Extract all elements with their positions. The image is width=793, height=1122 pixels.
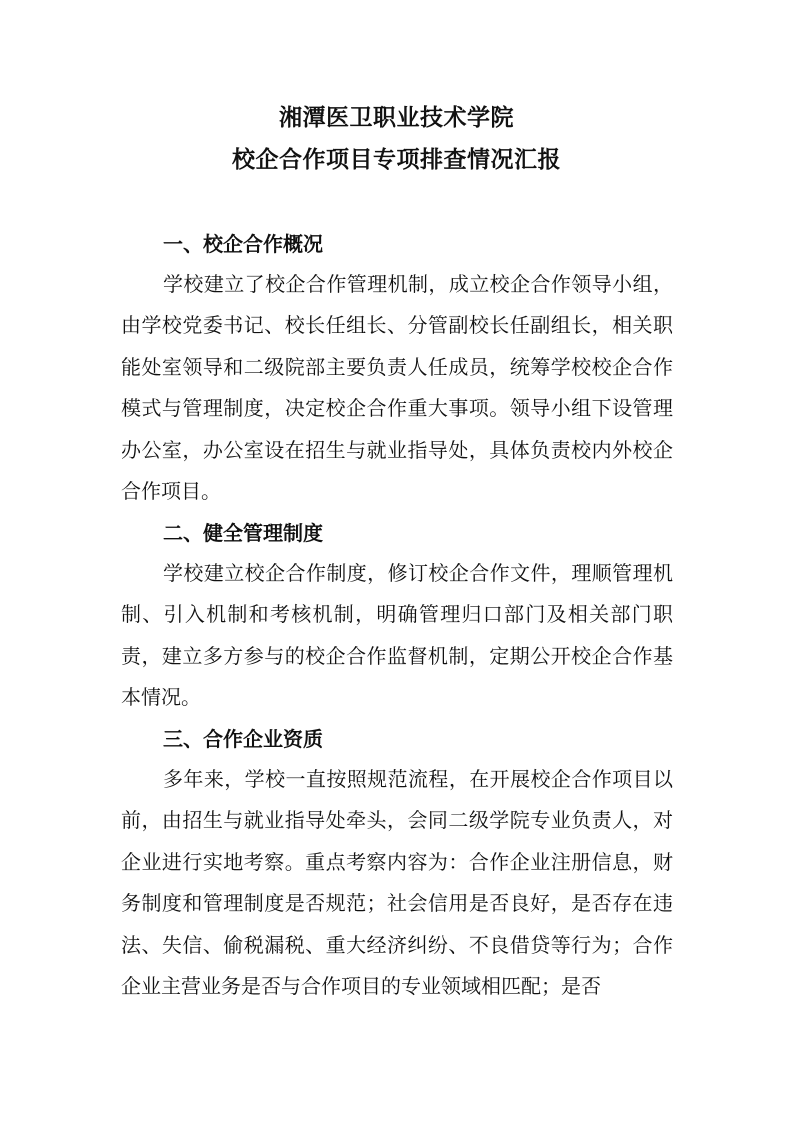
section-heading-enterprise-qualification: 三、合作企业资质 [163,727,323,751]
section-heading-management-system: 二、健全管理制度 [163,521,323,545]
document-title-institution: 湘潭医卫职业技术学院 [279,104,514,131]
section-heading-overview: 一、校企合作概况 [163,232,323,256]
section-body-enterprise-qualification: 多年来，学校一直按照规范流程，在开展校企合作项目以前，由招生与就业指导处牵头，会同二级学院专业负责人，对企业进行实地考察。重点考察内容为：合作企业注册信息，财务制度和管理制度是否规范；社会信用是否良好，是否存在违法、失信、偷税漏税、重大经济纠纷、不良借贷等行为；合作企业主营业务是否与合作项目的专业领域相匹配；是否 [121,767,673,999]
section-body-overview: 学校建立了校企合作管理机制，成立校企合作领导小组，由学校党委书记、校长任组长、分管副校长任副组长，相关职能处室领导和二级院部主要负责人任成员，统筹学校校企合作模式与管理制度，决定校企合作重大事项。领导小组下设管理办公室，办公室设在招生与就业指导处，具体负责校内外校企合作项目。 [121,272,673,504]
document-title-report: 校企合作项目专项排查情况汇报 [232,146,561,173]
section-body-management-system: 学校建立校企合作制度，修订校企合作文件，理顺管理机制、引入机制和考核机制，明确管理归口部门及相关部门职责，建立多方参与的校企合作监督机制，定期公开校企合作基本情况。 [121,561,673,710]
